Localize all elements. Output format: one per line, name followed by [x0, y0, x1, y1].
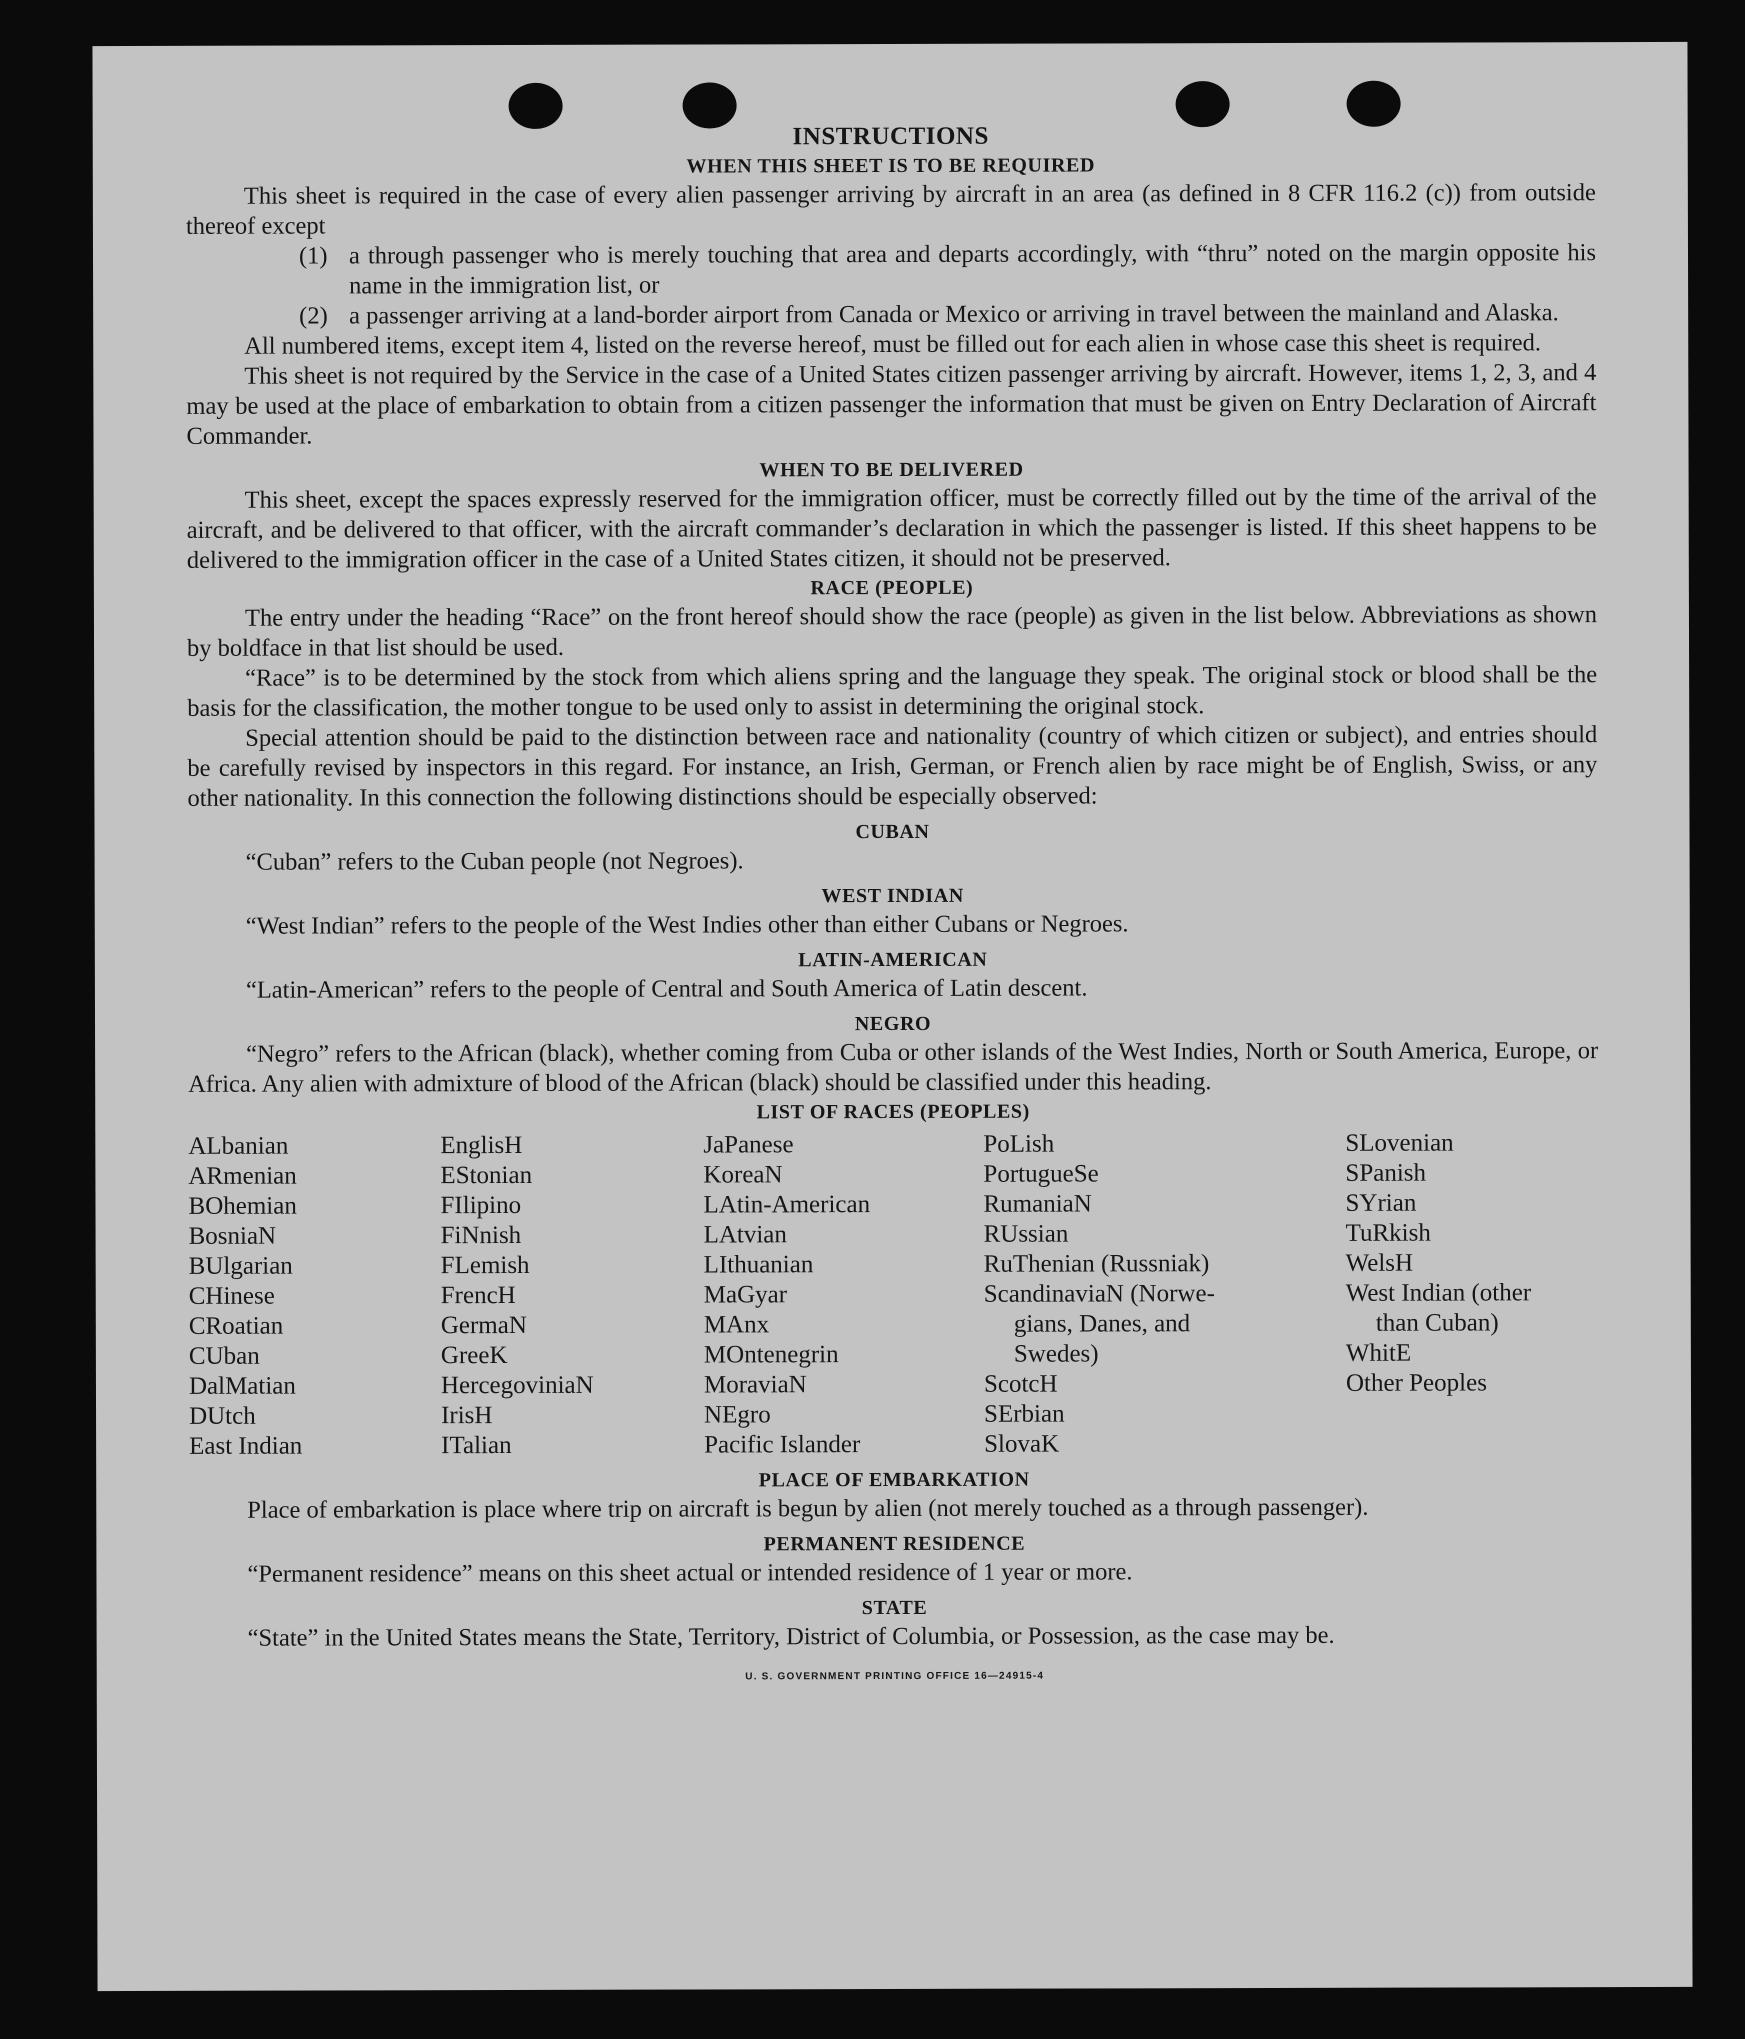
race-entry: HercegoviniaN — [440, 1371, 594, 1400]
section-heading: WHEN TO BE DELIVERED — [759, 458, 1024, 482]
race-entry: JaPanese — [703, 1131, 794, 1159]
section-heading: STATE — [861, 1596, 928, 1620]
race-entry: MoraviaN — [703, 1371, 807, 1399]
race-entry: LIthuanian — [703, 1251, 814, 1279]
race-entry: MAnx — [703, 1311, 770, 1339]
race-entry: MaGyar — [703, 1281, 788, 1309]
race-column — [983, 1129, 1346, 1460]
definition: “West Indian” refers to the people of the West Indies other than either Cubans or Negroes. — [245, 910, 1129, 940]
race-entry: RuThenian (Russniak) — [983, 1250, 1210, 1278]
definition: “Latin-American” refers to the people of Central and South America of Latin descent. — [245, 974, 1088, 1004]
section-heading: WHEN THIS SHEET IS TO BE REQUIRED — [686, 154, 1096, 178]
race-entry: Pacific Islander — [704, 1431, 861, 1459]
race-entry: SErbian — [984, 1400, 1065, 1428]
definition: Place of embarkation is place where trip on aircraft is begun by alien (not merely touched as a through passenger). — [247, 1493, 1369, 1524]
page-title: INSTRUCTIONS — [792, 122, 989, 151]
race-entry: Other Peoples — [1345, 1369, 1487, 1397]
race-entry: West Indian (other — [1345, 1279, 1532, 1307]
paragraph: This sheet is required in the case of every alien passenger arriving by aircraft in an area (as defined in 8 CFR 116.2 (c)) from outside thereof except — [185, 179, 1596, 240]
race-entry: GermaN — [440, 1311, 527, 1340]
race-entry: CHinese — [188, 1282, 275, 1310]
definition: “Cuban” refers to the Cuban people (not Negroes). — [245, 847, 744, 876]
race-entry: FiNnish — [440, 1221, 522, 1250]
section-heading: WEST INDIAN — [821, 884, 964, 908]
race-entry: SlovaK — [984, 1430, 1060, 1458]
item-number: (1) — [298, 242, 328, 270]
definition: “Permanent residence” means on this sheet actual or intended residence of 1 year or more. — [247, 1558, 1133, 1588]
section-heading: LIST OF RACES (PEOPLES) — [756, 1100, 1030, 1124]
race-entry: East Indian — [189, 1432, 303, 1460]
race-entry: TuRkish — [1345, 1219, 1431, 1247]
section-heading: PERMANENT RESIDENCE — [763, 1532, 1026, 1556]
race-entry: than Cuban) — [1375, 1309, 1499, 1337]
race-entry: NEgro — [704, 1401, 771, 1429]
section-heading: RACE (PEOPLE) — [810, 576, 974, 600]
paragraph: This sheet is not required by the Service in the case of a United States citizen passenger arriving by aircraft. However, items 1, 2, 3, and 4 may be used at the place of embarkation to obtain from a citizen passenger the information that must be given on Entry Declaration of Aircraft Commander. — [186, 359, 1597, 450]
list-item — [186, 298, 1596, 332]
race-entry: LAtin-American — [703, 1191, 871, 1219]
document-body — [186, 120, 1600, 1694]
race-entry: Swedes) — [1013, 1340, 1099, 1368]
race-entry: DUtch — [189, 1402, 256, 1430]
race-column — [188, 1131, 441, 1462]
item-text: a through passenger who is merely touching that area and departs accordingly, with “thru” noted on the margin opposite his name in the immigration list, or — [348, 239, 1597, 300]
definition: “Negro” refers to the African (black), whether coming from Cuba or other islands of the West Indies, North or South America, Europe, or Africa. Any alien with admixture of blood of the African (black) should be classified under this heading. — [188, 1037, 1599, 1098]
race-entry: MOntenegrin — [703, 1341, 839, 1369]
race-column — [440, 1130, 704, 1461]
race-entry: GreeK — [440, 1342, 508, 1370]
race-entry: FIlipino — [440, 1191, 522, 1220]
race-entry: BOhemian — [188, 1192, 297, 1220]
race-list — [188, 1128, 1599, 1462]
race-entry: RUssian — [983, 1220, 1069, 1248]
section-heading: NEGRO — [854, 1012, 932, 1036]
paragraph: Special attention should be paid to the distinction between race and nationality (country of which citizen or subject), and entries should be carefully revised by inspectors in this regard. For instance, an Irish, German, or French alien by race might be of English, Swiss, or any other nationality. In this connection the following distinctions should be especially observed: — [187, 721, 1598, 812]
list-item — [186, 238, 1596, 302]
race-entry: PoLish — [983, 1130, 1055, 1158]
race-entry: EStonian — [440, 1161, 533, 1190]
race-entry: FrencH — [440, 1281, 516, 1310]
race-entry: SLovenian — [1345, 1129, 1454, 1157]
race-entry: gians, Danes, and — [1013, 1310, 1191, 1338]
race-entry: SYrian — [1345, 1189, 1417, 1217]
race-entry: DalMatian — [188, 1372, 296, 1400]
paragraph: All numbered items, except item 4, listed on the reverse hereof, must be filled out for each alien in whose case this sheet is required. — [244, 329, 1542, 360]
race-entry: ScandinaviaN (Norwe- — [983, 1280, 1215, 1308]
printer-imprint: U. S. GOVERNMENT PRINTING OFFICE 16—24915-4 — [745, 1670, 1045, 1683]
paragraph: The entry under the heading “Race” on the front hereof should show the race (people) as given in the list below. Abbreviations as shown by boldface in that list should be used. — [186, 601, 1597, 662]
race-entry: IrisH — [441, 1402, 493, 1430]
instruction-sheet — [92, 42, 1692, 1991]
race-entry: PortugueSe — [983, 1160, 1099, 1188]
definition: “State” in the United States means the State, Territory, District of Columbia, or Possession, as the case may be. — [247, 1621, 1335, 1652]
paragraph: “Race” is to be determined by the stock from which aliens spring and the language they speak. The original stock or blood shall be the basis for the classification, the mother tongue to be used only to assist in determining the original stock. — [187, 661, 1598, 722]
race-entry: EnglisH — [440, 1131, 523, 1160]
race-entry: ITalian — [441, 1431, 512, 1460]
section-heading: LATIN-AMERICAN — [798, 948, 988, 972]
race-entry: RumaniaN — [983, 1190, 1092, 1218]
race-entry: BUlgarian — [188, 1252, 293, 1280]
item-number: (2) — [299, 302, 328, 330]
race-column — [703, 1130, 984, 1461]
race-entry: ARmenian — [188, 1162, 297, 1190]
race-entry: ALbanian — [188, 1132, 289, 1160]
race-entry: SPanish — [1345, 1159, 1427, 1187]
race-entry: LAtvian — [703, 1221, 787, 1249]
race-column — [1345, 1128, 1606, 1459]
race-entry: KoreaN — [703, 1161, 783, 1189]
race-entry: CRoatian — [188, 1312, 284, 1340]
section-heading: CUBAN — [855, 820, 930, 844]
race-entry: ScotcH — [983, 1370, 1058, 1398]
race-entry: FLemish — [440, 1251, 530, 1280]
paragraph: This sheet, except the spaces expressly reserved for the immigration officer, must be correctly filled out by the time of the arrival of the aircraft, and be delivered to that officer, with the aircraft commander’s declaration in which the passenger is listed. If this sheet happens to be delivered to the immigration officer in the case of a United States citizen, it should not be preserved. — [186, 483, 1597, 574]
race-entry: WelsH — [1345, 1249, 1414, 1277]
item-text: a passenger arriving at a land-border airport from Canada or Mexico or arriving in travel between the mainland and Alaska. — [349, 299, 1559, 330]
race-entry: BosniaN — [188, 1222, 277, 1250]
race-entry: CUban — [188, 1342, 260, 1370]
section-heading: PLACE OF EMBARKATION — [758, 1468, 1030, 1492]
race-entry: WhitE — [1345, 1339, 1412, 1367]
